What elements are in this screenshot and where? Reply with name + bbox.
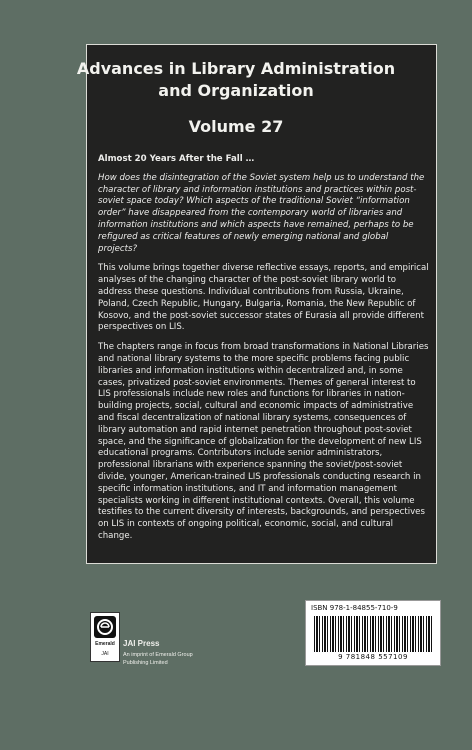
emerald-logo bbox=[90, 612, 120, 662]
description-paragraph-1: This volume brings together diverse reflective essays, reports, and empirical analyses of the changing character of the post-soviet library world to address these questions. Individual contributions from Russia, Ukraine, Poland, Czech Republic, Hungary, Bulgaria, Romania, the New Republic of Kosovo, and the post-soviet successor states of Eurasia all provide different perspectives on LIS. bbox=[98, 263, 429, 333]
series-title-line2: and Organization bbox=[158, 81, 314, 100]
emerald-logo-icon bbox=[94, 616, 116, 638]
logo-sub: JAI bbox=[101, 651, 109, 657]
series-title-line1: Advances in Library Administration bbox=[76, 59, 396, 78]
intro-paragraph: How does the disintegration of the Soviet system help us to understand the character of library and information institutions and practices within post-soviet space today? Which aspects of the traditional Soviet “information order” have disappeared from the contemporary world of libraries and information institutions and which aspects have remained, perhaps to be refigured as critical features of newly emerging national and global projects? bbox=[98, 172, 425, 254]
back-cover-text bbox=[98, 154, 430, 551]
barcode bbox=[314, 616, 432, 652]
barcode-digits: 9 781848 557109 bbox=[338, 653, 408, 661]
logo-name: Emerald bbox=[95, 641, 115, 647]
series-title bbox=[0, 58, 472, 102]
isbn-label: ISBN 978-1-84855-710-9 bbox=[311, 604, 398, 612]
volume-number: Volume 27 bbox=[188, 117, 284, 136]
publisher-tagline: An imprint of Emerald Group Publishing Limited bbox=[123, 652, 193, 666]
isbn-barcode-box bbox=[305, 600, 441, 666]
publisher-name: JAI Press bbox=[123, 639, 160, 648]
tagline: Almost 20 Years After the Fall … bbox=[98, 154, 255, 164]
description-paragraph-2: The chapters range in focus from broad transformations in National Libraries and national library systems to the more specific problems facing public libraries and information institutions within decentralized and, in some cases, privatized post-soviet environments. Themes of general interest to LIS professionals include new roles and functions for libraries in nation-building projects, social, cultural and economic impacts of administrative and fiscal decentralization of national library systems, consequences of library automation and rapid internet penetration throughout post-soviet space, and the significance of globalization for the development of new LIS educational programs. Contributors include senior administrators, professional librarians with experience spanning the soviet/post-soviet divide, younger, American-trained LIS professionals conducting research in specific information institutions, and IT and information management specialists working in different institutional contexts. Overall, this volume testifies to the current diversity of interests, backgrounds, and perspectives on LIS in contexts of ongoing political, economic, social, and cultural change. bbox=[98, 342, 429, 541]
